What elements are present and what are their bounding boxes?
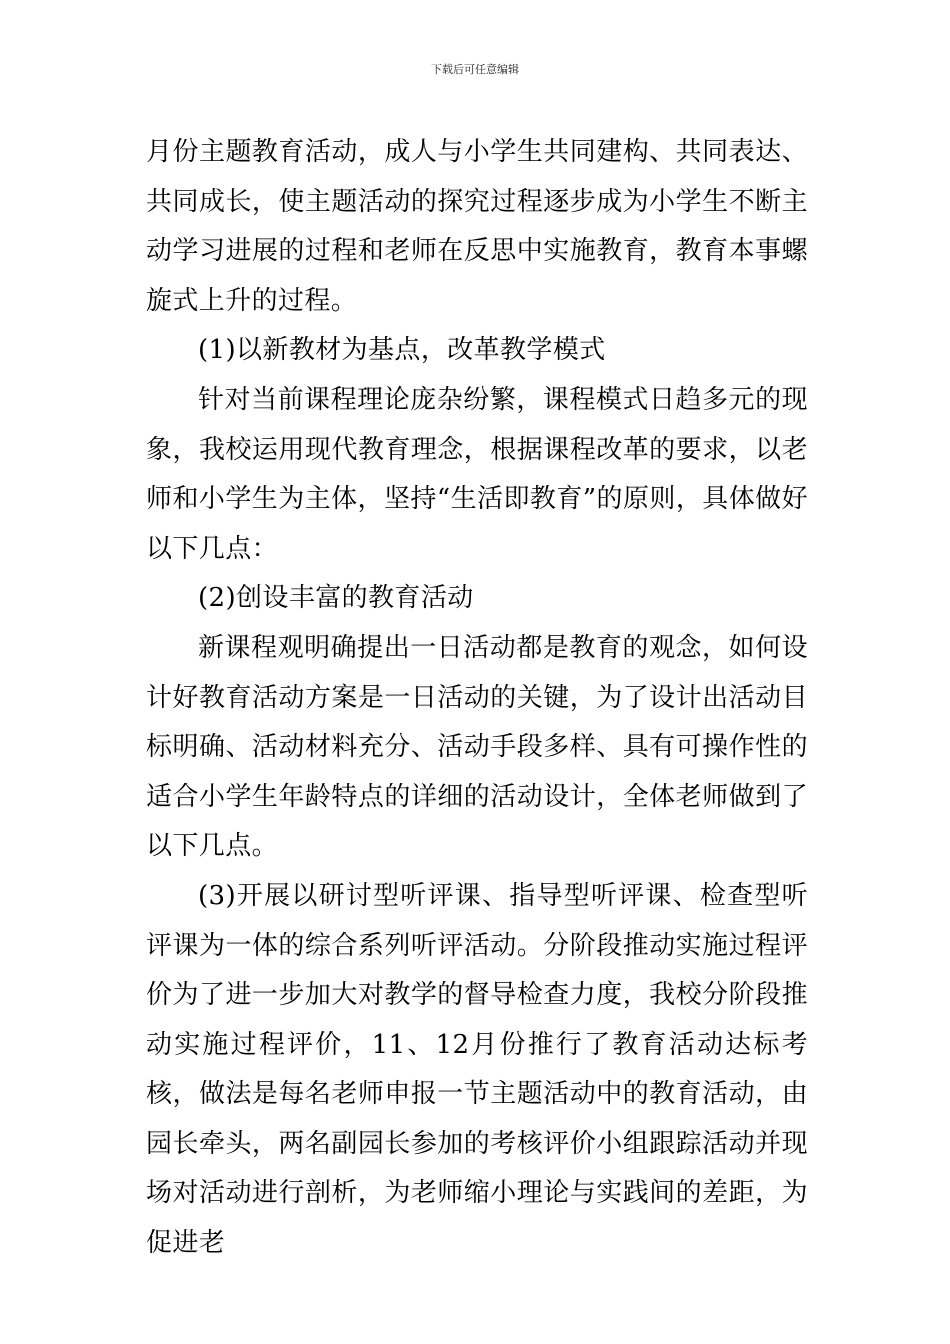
paragraph-section-3: (3)开展以研讨型听评课、指导型听评课、检查型听评课为一体的综合系列听评活动。分阶段推动实施过程评价为了进一步加大对教学的督导检查力度，我校分阶段推动实施过程评价，11、12月份推行了教育活动达标考核，做法是每名老师申报一节主题活动中的教育活动，由园长牵头，两名副园长参加的考核评价小组跟踪活动并现场对活动进行剖析，为老师缩小理论与实践间的差距，为促进老 (146, 880, 808, 1259)
paragraph: 针对当前课程理论庞杂纷繁，课程模式日趋多元的现象，我校运用现代教育理念，根据课程改革的要求，以老师和小学生为主体，坚持“生活即教育”的原则，具体做好以下几点： (146, 384, 808, 564)
paragraph-continued: 月份主题教育活动，成人与小学生共同建构、共同表达、共同成长，使主题活动的探究过程逐步成为小学生不断主动学习进展的过程和老师在反思中实施教育，教育本事螺旋式上升的过程。 (146, 137, 808, 316)
page-header: 下载后可任意编辑 (431, 63, 519, 76)
paragraph: 新课程观明确提出一日活动都是教育的观念，如何设计好教育活动方案是一日活动的关键，为了设计出活动目标明确、活动材料充分、活动手段多样、具有可操作性的适合小学生年龄特点的详细的活动设计，全体老师做到了以下几点。 (146, 632, 808, 862)
document-body (146, 128, 808, 1269)
section-heading-2: (2)创设丰富的教育活动 (198, 583, 474, 614)
section-heading-1: (1)以新教材为基点，改革教学模式 (198, 335, 606, 366)
